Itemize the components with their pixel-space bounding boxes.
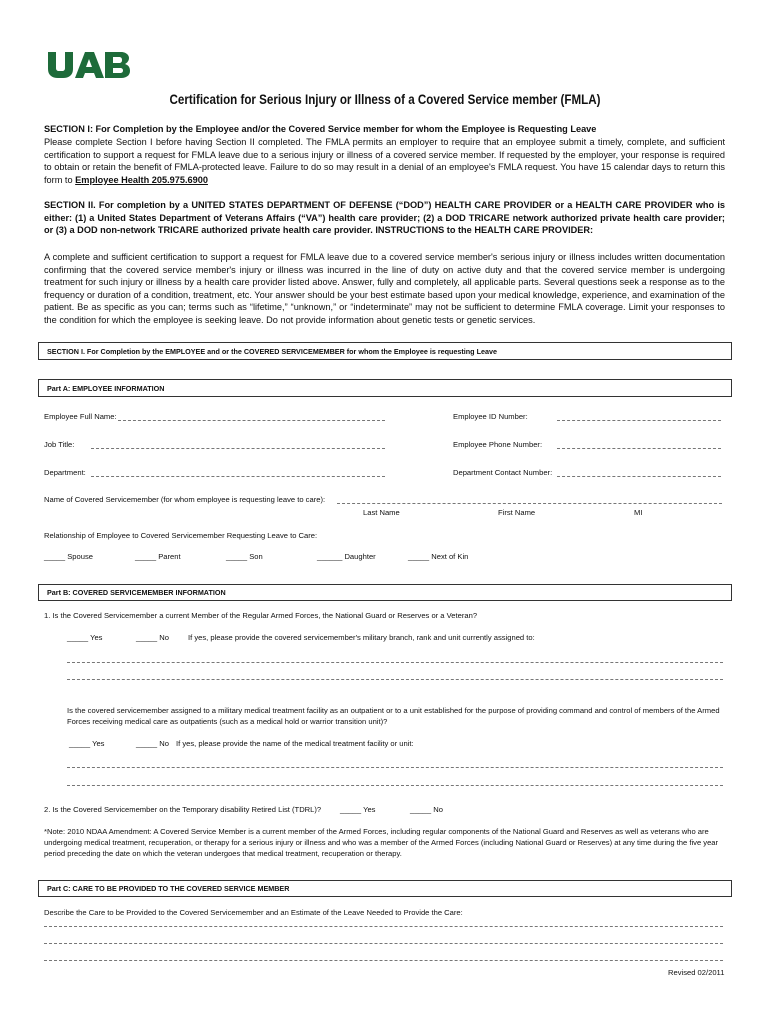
q1-no[interactable]: _____ No (136, 633, 169, 642)
relationship-option[interactable]: _____ Spouse (44, 552, 93, 561)
relationship-option[interactable]: _____ Parent (135, 552, 181, 561)
partB-header: Part B: COVERED SERVICEMEMBER INFORMATION (38, 584, 732, 601)
relationship-label: Relationship of Employee to Covered Servicemember Requesting Leave to Care: (44, 531, 318, 540)
job-title-field[interactable] (91, 448, 385, 449)
uab-logo (48, 52, 130, 78)
department-phone-label: Department Contact Number: (453, 468, 553, 477)
revision-date: Revised 02/2011 (668, 968, 725, 977)
section1-box: SECTION I. For Completion by the EMPLOYEE and or the COVERED SERVICEMEMBER for whom the Employee is requesting Leave (38, 342, 732, 360)
employee-health-contact: Employee Health 205.975.6900 (75, 174, 208, 185)
section1-instructions: Please complete Section I before having Section II completed. The FMLA permits an employer to require that an employee submit a timely, complete, and sufficient certification to support a request for FMLA leave due to a serious injury or illness of a covered service member. If requested by the employer, your response is required to obtain or retain the benefit of FMLA-protected leave. Failure to do so may result in a denial of an employee's FMLA request. You have 15 calendar days to return this form to Employee Health 205.975.6900 (44, 137, 725, 185)
q1b-no[interactable]: _____ No (136, 739, 169, 748)
job-title-label: Job Title: (44, 440, 75, 449)
employee-phone-field[interactable] (557, 448, 721, 449)
servicemember-name-label: Name of Covered Servicemember (for whom employee is requesting leave to care): (44, 495, 326, 504)
q1b-yes[interactable]: _____ Yes (69, 739, 105, 748)
relationship-option[interactable]: _____ Next of Kin (408, 552, 469, 561)
relationship-option[interactable]: _____ Son (226, 552, 263, 561)
care-field-line[interactable] (44, 926, 723, 927)
q2-no[interactable]: _____ No (410, 805, 443, 814)
q2-yes[interactable]: _____ Yes (340, 805, 376, 814)
q1-text: 1. Is the Covered Servicemember a current Member of the Regular Armed Forces, the National Guard or Reserves or a Veteran? (44, 611, 478, 620)
mi-caption: MI (634, 508, 643, 517)
department-label: Department: (44, 468, 86, 477)
servicemember-name-field[interactable] (337, 503, 722, 504)
care-describe-label: Describe the Care to be Provided to the Covered Servicemember and an Estimate of the Leave Needed to Provide the Care: (44, 908, 463, 917)
section2-heading: SECTION II. For completion by a UNITED STATES DEPARTMENT OF DEFENSE (“DOD”) HEALTH CARE PROVIDER or a HEALTH CARE PROVIDER who is either: (1) a United States Department of Veterans Affairs (“VA”) health care provider; (2) a DOD TRICARE network authorized private health care provider; or (3) a DOD non-network TRICARE authorized private health care provider. INSTRUCTIONS to the HEALTH CARE PROVIDER: (44, 200, 725, 236)
employee-phone-label: Employee Phone Number: (453, 440, 543, 449)
partC-header: Part C: CARE TO BE PROVIDED TO THE COVERED SERVICE MEMBER (38, 880, 732, 897)
employee-id-label: Employee ID Number: (453, 412, 528, 421)
q1-yes[interactable]: _____ Yes (67, 633, 103, 642)
first-name-caption: First Name (498, 508, 536, 517)
facility-field-line[interactable] (67, 767, 723, 768)
last-name-caption: Last Name (363, 508, 400, 517)
form-title: Certification for Serious Injury or Illness of a Covered Service member (FMLA) (169, 92, 601, 107)
branch-field-line[interactable] (67, 662, 723, 663)
section2-instructions: A complete and sufficient certification to support a request for FMLA leave due to a covered service member's serious injury or illness includes written documentation confirming that the covered service member's injury or illness was incurred in the line of duty on active duty and that the covered service member is undergoing treatment for such injury or illness by a health care provider listed above. Answer, fully and completely, all applicable parts. Several questions seek a response as to the frequency or duration of a condition, treatment, etc. Your answer should be your best estimate based upon your medical knowledge, experience, and examination of the patient. Be as specific as you can; terms such as “lifetime,” “unknown,” or “indeterminate” may not be sufficient to determine FMLA coverage. Limit your responses to the condition for which the employee is seeking leave. Do not provide information about genetic tests or genetic services. (44, 252, 725, 325)
q1-followup: If yes, please provide the covered servicemember's military branch, rank and unit currently assigned to: (188, 633, 535, 642)
partA-header: Part A: EMPLOYEE INFORMATION (38, 379, 732, 397)
note-text: *Note: 2010 NDAA Amendment: A Covered Service Member is a current member of the Armed Forces, including regular components of the National Guard and Reserves as well as veterans who are undergoing medical treatment, recuperation, or therapy for a serious injury or illness and who was a member of the Armed Forces (including National Guard or Reserves) at any time during the five year period preceding the date on which the veteran undergoes that medical treatment, recuperation or therapy. (44, 827, 719, 858)
branch-field-line[interactable] (67, 679, 723, 680)
employee-id-field[interactable] (557, 420, 721, 421)
relationship-option[interactable]: ______ Daughter (317, 552, 376, 561)
care-field-line[interactable] (44, 943, 723, 944)
employee-name-label: Employee Full Name: (44, 412, 117, 421)
q1b-text: Is the covered servicemember assigned to a military medical treatment facility as an outpatient or to a unit established for the purpose of providing command and control of members of the Armed Forces receiving medical care as outpatients (such as a medical hold or warrior transition unit)? (67, 706, 720, 726)
care-field-line[interactable] (44, 960, 723, 961)
department-phone-field[interactable] (557, 476, 721, 477)
department-field[interactable] (91, 476, 385, 477)
q2-text: 2. Is the Covered Servicemember on the Temporary disability Retired List (TDRL)? (44, 805, 322, 814)
section1-heading: SECTION I: For Completion by the Employee and/or the Covered Service member for whom the Employee is Requesting Leave (44, 124, 597, 134)
q1b-followup: If yes, please provide the name of the medical treatment facility or unit: (176, 739, 414, 748)
employee-name-field[interactable] (118, 420, 385, 421)
facility-field-line[interactable] (67, 785, 723, 786)
